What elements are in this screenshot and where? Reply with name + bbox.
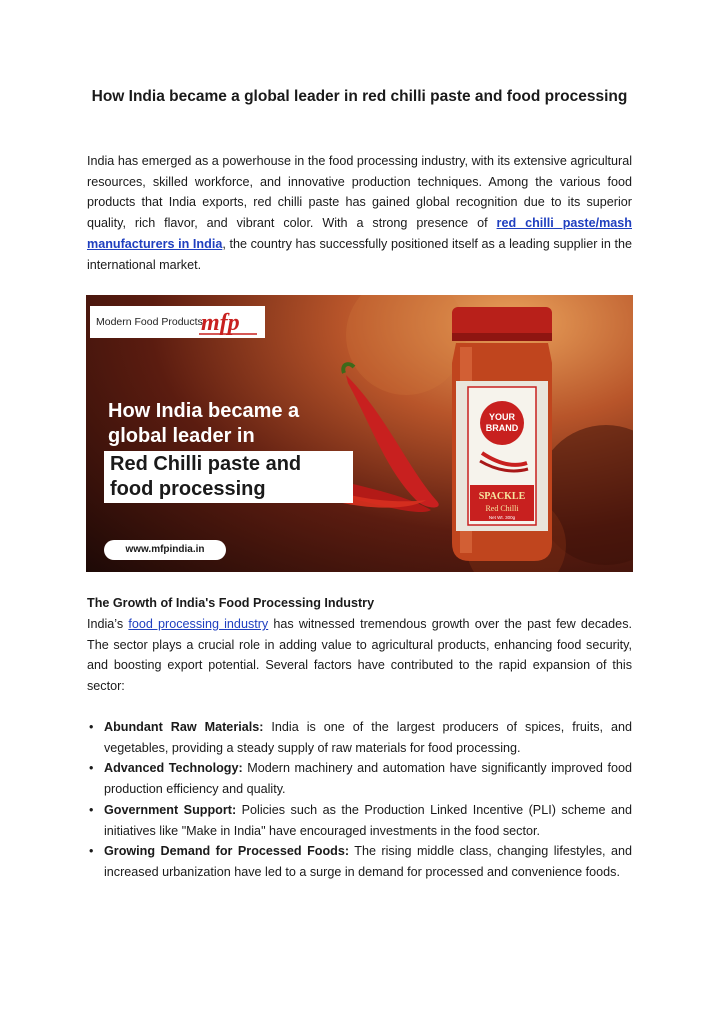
brand-logo	[90, 306, 265, 338]
intro-text-1: India has emerged as a powerhouse in the food processing industry, with its extensive agricultural resources, skilled workforce, and innovative production techniques. Among the various food products that India exports, red chilli paste has gained global recognition due to its superior quality, rich flavor, and vibrant color. With a strong presence of	[87, 154, 632, 231]
headline-line-4: food processing	[110, 478, 266, 500]
bullet-term: Growing Demand for Processed Foods:	[104, 844, 350, 859]
food-processing-link[interactable]: food processing industry	[128, 617, 269, 631]
factors-list	[87, 717, 632, 883]
bullet-icon: •	[89, 720, 94, 734]
banner-image	[86, 295, 633, 572]
bullet-text: The rising middle class, changing lifestyles, and increased urbanization have led to a surge in demand for processed and convenience foods.	[104, 844, 632, 879]
list-item	[87, 758, 632, 799]
bullet-text: Policies such as the Production Linked Incentive (PLI) scheme and initiatives like "Make in India" have encouraged investments in the food sector.	[104, 802, 633, 838]
headline-line-3: Red Chilli paste and	[110, 453, 302, 475]
mfp-logo-icon	[199, 308, 259, 336]
section-heading: The Growth of India's Food Processing Industry	[87, 596, 375, 610]
bullet-icon: •	[89, 802, 94, 817]
intro-paragraph	[87, 151, 632, 275]
section-text-2: has witnessed tremendous growth over the past few decades. The sector plays a crucial role in adding value to agricultural products, enhancing food security, and boosting export potential. Several factors have contributed to the rapid expansion of this sector:	[87, 617, 632, 694]
list-item	[87, 717, 632, 758]
bullet-term: Abundant Raw Materials:	[104, 720, 264, 734]
svg-text:BRAND: BRAND	[485, 423, 519, 433]
svg-text:Net Wt. 300g: Net Wt. 300g	[488, 515, 516, 520]
bullet-text: Modern machinery and automation have significantly improved food production efficiency and quality.	[104, 761, 632, 797]
logo-text: Modern Food Products	[96, 316, 203, 328]
bullet-icon: •	[89, 844, 94, 859]
bullet-icon: •	[89, 761, 94, 776]
svg-text:Red Chilli: Red Chilli	[485, 504, 519, 513]
bullet-term: Advanced Technology:	[104, 761, 243, 776]
headline-line-2: global leader in	[108, 425, 255, 447]
svg-text:YOUR: YOUR	[488, 412, 516, 422]
bullet-term: Government Support:	[104, 802, 237, 817]
svg-text:SPACKLE: SPACKLE	[478, 491, 526, 502]
headline-line-1: How India became a	[108, 400, 300, 422]
banner-headline	[108, 399, 299, 449]
section-text-1: India’s	[87, 617, 129, 631]
section-paragraph	[87, 614, 632, 697]
list-item	[87, 841, 632, 882]
manufacturers-link[interactable]: red chilli paste/mash manufacturers in India	[87, 216, 632, 251]
intro-text-2: , the country has successfully positioned itself as a leading supplier in the international market.	[87, 236, 632, 272]
headline-highlight	[110, 452, 301, 502]
bullet-text: India is one of the largest producers of spices, fruits, and vegetables, providing a steady supply of raw materials for food processing.	[104, 720, 632, 755]
website-url: www.mfpindia.in	[104, 540, 226, 560]
page-title: How India became a global leader in red chilli paste and food processing	[91, 88, 628, 105]
svg-text:mfp: mfp	[201, 310, 240, 336]
list-item	[87, 800, 632, 841]
jar-illustration	[442, 303, 562, 565]
